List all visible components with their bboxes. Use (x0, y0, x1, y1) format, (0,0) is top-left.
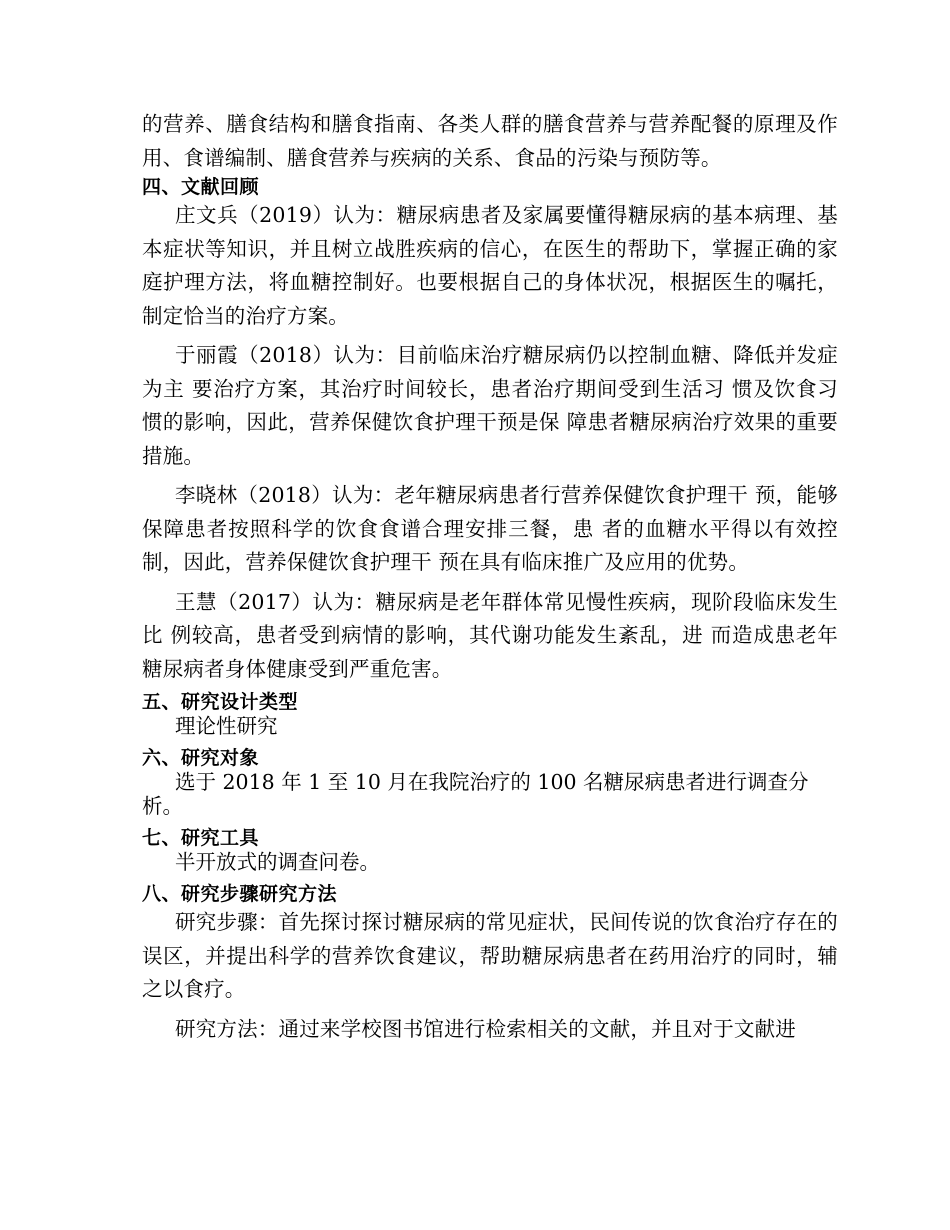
study-subjects-text: 选于 2018 年 1 至 10 月在我院治疗的 100 名糖尿病患者进行调查分析。 (142, 770, 809, 818)
literature-review-paragraph-3: 李晓林（2018）认为：老年糖尿病患者行营养保健饮食护理干 预，能够保障患者按照科学的饮食食谱合理安排三餐，患 者的血糖水平得以有效控制，因此，营养保健饮食护理干 预在具有临床推广及应用的优势。 (142, 483, 838, 574)
literature-review-paragraph-4: 王慧（2017）认为：糖尿病是老年群体常见慢性疾病，现阶段临床发生比 例较高，患者受到病情的影响，其代谢功能发生紊乱，进 而造成患老年糖尿病者身体健康受到严重危害。 (142, 589, 838, 681)
section-5-heading: 五、研究设计类型 (142, 691, 299, 713)
section-8-heading: 八、研究步骤研究方法 (142, 883, 338, 905)
research-methods-paragraph: 研究方法：通过来学校图书馆进行检索相关的文献，并且对于文献进 (175, 1016, 796, 1041)
study-design-text: 理论性研究 (175, 714, 278, 738)
literature-review-paragraph-2: 于丽霞（2018）认为：目前临床治疗糖尿病仍以控制血糖、降低并发症为主 要治疗方案，其治疗时间较长，患者治疗期间受到生活习 惯及饮食习惯的影响，因此，营养保健饮食护理干预是保 障患者糖尿病治疗效果的重要措施。 (142, 343, 838, 468)
section-7-heading: 七、研究工具 (142, 827, 260, 849)
literature-review-paragraph-1: 庄文兵（2019）认为：糖尿病患者及家属要懂得糖尿病的基本病理、基本症状等知识，并且树立战胜疾病的信心，在医生的帮助下，掌握正确的家庭护理方法，将血糖控制好。也要根据自己的身体状况，根据医生的嘱托，制定恰当的治疗方案。 (142, 203, 838, 328)
section-4-heading: 四、文献回顾 (142, 176, 260, 198)
document-page (142, 108, 838, 1046)
study-tools-text: 半开放式的调查问卷。 (175, 850, 380, 874)
intro-continuation-paragraph: 的营养、膳食结构和膳食指南、各类人群的膳食营养与营养配餐的原理及作用、食谱编制、膳食营养与疾病的关系、食品的污染与预防等。 (142, 112, 838, 170)
research-steps-paragraph: 研究步骤：首先探讨探讨糖尿病的常见症状，民间传说的饮食治疗存在的误区，并提出科学的营养饮食建议，帮助糖尿病患者在药用治疗的同时，辅之以食疗。 (142, 910, 838, 1001)
section-6-heading: 六、研究对象 (142, 747, 260, 769)
